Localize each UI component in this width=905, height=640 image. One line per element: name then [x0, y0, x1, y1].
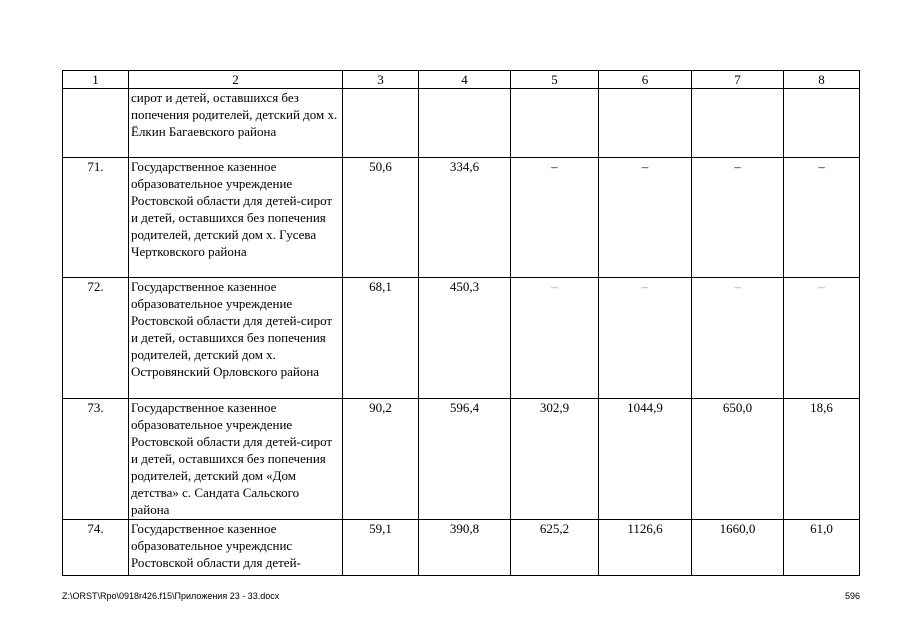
value-cell: 1660,0: [692, 520, 784, 576]
institution-name-cell: Государственное казенное образовательное учреждение Ростовской области для детей-сирот и детей, оставшихся без попечения родителей, детский дом х. Гусева Чертковского района: [129, 158, 343, 278]
value-cell: –: [511, 158, 599, 278]
value-cell: 625,2: [511, 520, 599, 576]
value-cell: 302,9: [511, 399, 599, 520]
row-number-cell: 72.: [63, 278, 129, 399]
value-cell: 90,2: [343, 399, 419, 520]
value-cell: [511, 89, 599, 158]
institution-name-cell: Государственное казенное образовательное учреждение Ростовской области для детей-сирот и детей, оставшихся без попечения родителей, детский дом х. Островянский Орловского района: [129, 278, 343, 399]
header-cell: 6: [599, 71, 692, 89]
institution-name-cell: сирот и детей, оставшихся без попечения родителей, детский дом х. Ёлкин Багаевского района: [129, 89, 343, 158]
value-cell: 390,8: [419, 520, 511, 576]
table-row: [63, 399, 860, 520]
row-number-cell: 71.: [63, 158, 129, 278]
institution-name-cell: Государственное казенное образовательное учреждснис Ростовской области для детей-: [129, 520, 343, 576]
header-cell: 5: [511, 71, 599, 89]
page-bottom-margin: [0, 576, 905, 640]
header-cell: 3: [343, 71, 419, 89]
value-cell: –: [692, 278, 784, 399]
value-cell: 650,0: [692, 399, 784, 520]
header-cell: 4: [419, 71, 511, 89]
row-number-cell: 73.: [63, 399, 129, 520]
value-cell: [692, 89, 784, 158]
value-cell: 1044,9: [599, 399, 692, 520]
header-cell: 7: [692, 71, 784, 89]
row-number-cell: [63, 89, 129, 158]
table-row: [63, 520, 860, 576]
value-cell: 61,0: [784, 520, 860, 576]
value-cell: –: [511, 278, 599, 399]
value-cell: 450,3: [419, 278, 511, 399]
value-cell: –: [599, 278, 692, 399]
value-cell: [419, 89, 511, 158]
institution-name-cell: Государственное казенное образовательное учреждение Ростовской области для детей-сирот и детей, оставшихся без попечения родителей, детский дом «Дом детства» с. Сандата Сальского района: [129, 399, 343, 520]
value-cell: 334,6: [419, 158, 511, 278]
value-cell: 68,1: [343, 278, 419, 399]
value-cell: 50,6: [343, 158, 419, 278]
value-cell: 1126,6: [599, 520, 692, 576]
footer-page-number: 596: [844, 591, 860, 601]
value-cell: 596,4: [419, 399, 511, 520]
table-row: [63, 278, 860, 399]
value-cell: –: [599, 158, 692, 278]
value-cell: –: [784, 278, 860, 399]
value-cell: 18,6: [784, 399, 860, 520]
value-cell: [784, 89, 860, 158]
value-cell: [599, 89, 692, 158]
table-row-continuation: [63, 89, 860, 158]
value-cell: –: [692, 158, 784, 278]
value-cell: 59,1: [343, 520, 419, 576]
data-table: [62, 70, 860, 576]
header-cell: 2: [129, 71, 343, 89]
header-cell: 8: [784, 71, 860, 89]
table-row: [63, 158, 860, 278]
header-row: [63, 71, 860, 89]
footer-file-path: Z:\ORST\Rpo\0918r426.f15\Приложения 23 - 33.docx: [62, 591, 280, 601]
header-cell: 1: [63, 71, 129, 89]
value-cell: –: [784, 158, 860, 278]
row-number-cell: 74.: [63, 520, 129, 576]
value-cell: [343, 89, 419, 158]
